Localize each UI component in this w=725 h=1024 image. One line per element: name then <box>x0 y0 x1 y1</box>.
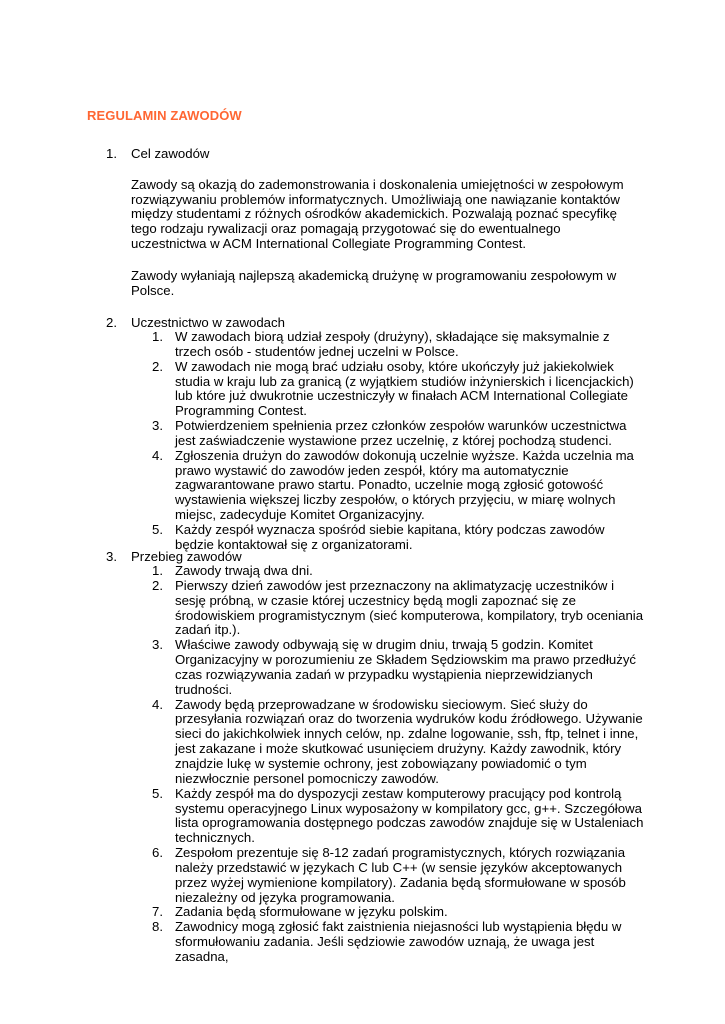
item-number: 8. <box>152 919 163 935</box>
item-text: Zadania będą sformułowane w języku polskim. <box>175 904 448 920</box>
list-item <box>0 419 725 449</box>
item-number: 6. <box>152 845 163 861</box>
section-number: 2. <box>106 315 117 330</box>
item-number: 2. <box>152 577 163 593</box>
item-text: W zawodach biorą udział zespoły (drużyny), składające się maksymalnie z trzech osób - studentów jednej uczelni w Polsce. <box>175 329 610 359</box>
item-text: Każdy zespół ma do dyspozycji zestaw komputerowy pracujący pod kontrolą systemu operacyjnego Linux wyposażony w kompilatory gcc, g++. Szczegółowa lista oprogramowania dostępnego podczas zawodów znajduje się w Ustaleniach technicznych. <box>175 785 644 846</box>
list-item <box>0 579 725 638</box>
list-item <box>0 449 725 523</box>
item-number: 7. <box>152 904 163 920</box>
list-item <box>0 698 725 787</box>
section-label: Uczestnictwo w zawodach <box>131 315 285 330</box>
section-number: 1. <box>106 146 117 161</box>
item-text: W zawodach nie mogą brać udziału osoby, które ukończyły już jakiekolwiek studia w kraju lub za granicą (z wyjątkiem studiów inżynierskich i licencjackich) lub które już dwukrotnie uczestniczyły w finałach ACM International Collegiate Programming Contest. <box>175 358 634 419</box>
item-text: Każdy zespół wyznacza spośród siebie kapitana, który podczas zawodów będzie kontaktował się z organizatorami. <box>175 521 605 552</box>
item-text: Właściwe zawody odbywają się w drugim dniu, trwają 5 godzin. Komitet Organizacyjny w porozumieniu ze Składem Sędziowskim ma prawo przedłużyć czas rozwiązywania zadań w przypadku wystąpienia nieprzewidzianych trudności. <box>175 637 637 697</box>
list-item <box>0 360 725 419</box>
course-rules-list <box>0 564 725 965</box>
document-title: REGULAMIN ZAWODÓW <box>87 108 242 123</box>
item-number: 2. <box>152 358 163 374</box>
item-text: Zgłoszenia drużyn do zawodów dokonują uczelnie wyższe. Każda uczelnia ma prawo wystawić do zawodów jeden zespół, który ma automatycznie zagwarantowane prawo startu. Ponadto, uczelnie mogą zgłosić gotowość wystawienia większej liczby zespołów, o których przyjęciu, w miarę wolnych miejsc, zadecyduje Komitet Organizacyjny. <box>175 447 634 523</box>
item-number: 3. <box>152 418 163 434</box>
paragraph: Zawody wyłaniają najlepszą akademicką drużynę w programowaniu zespołowym w Polsce. <box>131 268 617 298</box>
list-item <box>0 846 725 905</box>
list-item <box>0 920 725 965</box>
item-text: Pierwszy dzień zawodów jest przeznaczony na aklimatyzację uczestników i sesję próbną, w czasie której uczestnicy będą mogli zapoznać się ze środowiskiem programistycznym (sieć komputerowa, kompilatory, tryb oceniania zadań itp.). <box>175 577 644 638</box>
list-item <box>0 787 725 846</box>
section-label: Przebieg zawodów <box>131 549 242 564</box>
item-number: 4. <box>152 447 163 463</box>
item-number: 3. <box>152 637 163 653</box>
item-text: Zawodnicy mogą zgłosić fakt zaistnienia niejasności lub wystąpienia błędu w sformułowaniu zadania. Jeśli sędziowie zawodów uznają, że uwaga jest zasadna, <box>175 919 622 964</box>
item-text: Zespołom prezentuje się 8-12 zadań programistycznych, których rozwiązania należy przedstawić w językach C lub C++ (w sensie języków akceptowanych przez wyżej wymienione kompilatory). Zadania będą sformułowane w sposób niezależny od języka programowania. <box>175 845 626 905</box>
item-number: 1. <box>152 329 163 344</box>
section-number: 3. <box>106 549 117 564</box>
list-item <box>0 564 725 579</box>
item-text: Zawody trwają dwa dni. <box>175 563 313 578</box>
list-item <box>0 905 725 920</box>
item-number: 5. <box>152 785 163 801</box>
participation-rules-list <box>0 330 725 553</box>
item-number: 5. <box>152 521 163 537</box>
list-item <box>0 330 725 360</box>
item-text: Potwierdzeniem spełnienia przez członków zespołów warunków uczestnictwa jest zaświadczenie wystawione przez uczelnię, z której pochodzą studenci. <box>175 418 627 448</box>
item-number: 1. <box>152 563 163 578</box>
item-number: 4. <box>152 696 163 712</box>
paragraph: Zawody są okazją do zademonstrowania i doskonalenia umiejętności w zespołowym rozwiązywaniu problemów informatycznych. Umożliwiają one nawiązanie kontaktów między studentami z różnych ośrodków akademickich. Pozwalają poznać specyfikę tego rodzaju rywalizacji oraz pomagają przygotować się do ewentualnego uczestnictwa w ACM International Collegiate Programming Contest. <box>131 177 624 251</box>
item-text: Zawody będą przeprowadzane w środowisku sieciowym. Sieć służy do przesyłania rozwiązań oraz do tworzenia wydruków kodu źródłowego. Używanie sieci do jakichkolwiek innych celów, np. zdalne logowanie, ssh, ftp, telnet i inne, jest zakazane i może skutkować usunięciem drużyny. Każdy zawodnik, który znajdzie lukę w systemie ochrony, jest zobowiązany powiadomić o tym niezwłocznie personel pomocniczy zawodów. <box>175 696 643 786</box>
section-label: Cel zawodów <box>131 146 210 161</box>
list-item <box>0 638 725 697</box>
